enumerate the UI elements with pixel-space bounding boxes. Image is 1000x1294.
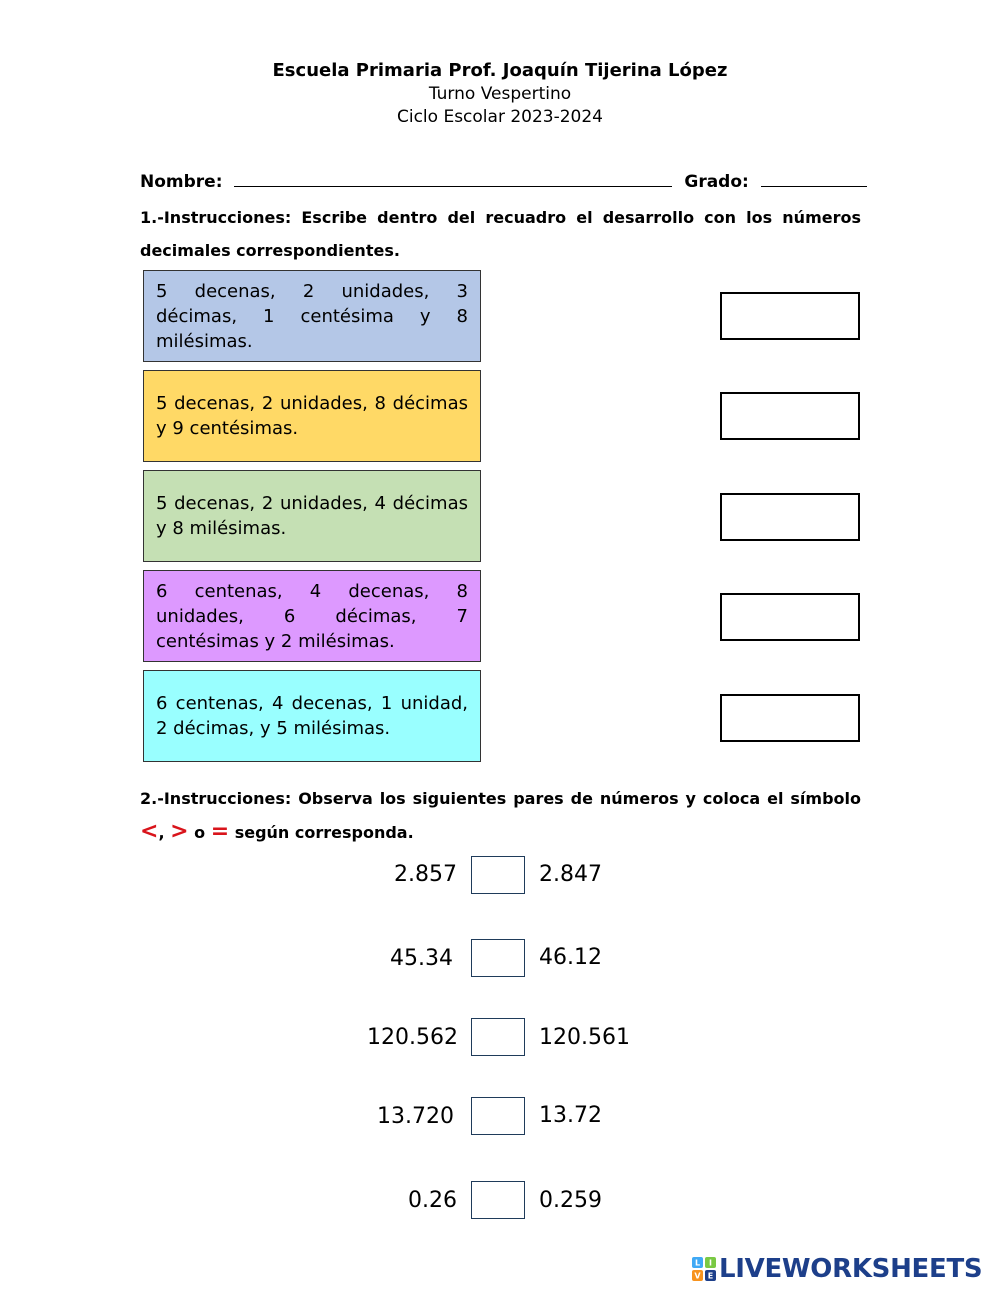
grade-label: Grado:	[684, 172, 749, 192]
pair-2-right: 46.12	[539, 945, 602, 970]
section2-instructions-suffix: según corresponda.	[234, 823, 414, 842]
pair-3-right: 120.561	[539, 1025, 630, 1050]
section2-instructions	[140, 782, 861, 849]
pair-4-right: 13.72	[539, 1103, 602, 1128]
section2-instructions-prefix: 2.-Instrucciones: Observa los siguientes pares de números y coloca el símbolo	[140, 789, 861, 808]
pair-3-left: 120.562	[367, 1025, 458, 1050]
greater-than-symbol: >	[170, 819, 189, 844]
school-cycle: Ciclo Escolar 2023-2024	[396, 107, 603, 127]
grade-field[interactable]	[761, 169, 867, 187]
description-text: 5 decenas, 2 unidades, 3 décimas, 1 centésima y 8 milésimas.	[156, 280, 468, 352]
student-info-row	[140, 169, 867, 192]
description-text: 5 decenas, 2 unidades, 8 décimas y 9 centésimas.	[156, 393, 468, 439]
section1-instructions: 1.-Instrucciones: Escribe dentro del recuadro el desarrollo con los números decimales correspondientes.	[140, 208, 861, 260]
liveworksheets-grid-icon	[692, 1257, 716, 1281]
description-box-4	[143, 570, 481, 662]
description-text: 6 centenas, 4 decenas, 1 unidad, 2 décimas, y 5 milésimas.	[156, 693, 468, 739]
compare-box-1[interactable]	[471, 856, 525, 894]
description-text: 6 centenas, 4 decenas, 8 unidades, 6 décimas, 7 centésimas y 2 milésimas.	[156, 580, 468, 652]
description-text: 5 decenas, 2 unidades, 4 décimas y 8 milésimas.	[156, 493, 468, 539]
school-name: Escuela Primaria Prof. Joaquín Tijerina López	[272, 60, 728, 81]
pair-1-right: 2.847	[539, 862, 602, 887]
compare-box-3[interactable]	[471, 1018, 525, 1056]
name-field[interactable]	[234, 169, 672, 187]
name-label: Nombre:	[140, 172, 223, 192]
answer-box-5[interactable]	[720, 694, 860, 742]
svg-text:L: L	[694, 1258, 701, 1268]
less-than-symbol: <	[140, 819, 159, 844]
description-box-3	[143, 470, 481, 562]
liveworksheets-logo	[692, 1254, 982, 1284]
equals-symbol: =	[210, 819, 230, 844]
compare-box-5[interactable]	[471, 1181, 525, 1219]
svg-text:E: E	[707, 1271, 714, 1281]
answer-box-2[interactable]	[720, 392, 860, 440]
description-box-2	[143, 370, 481, 462]
answer-box-4[interactable]	[720, 593, 860, 641]
answer-box-3[interactable]	[720, 493, 860, 541]
svg-text:I: I	[709, 1258, 712, 1268]
pair-5-left: 0.26	[408, 1188, 457, 1213]
or-word: o	[194, 823, 206, 842]
pair-1-left: 2.857	[394, 862, 457, 887]
pair-5-right: 0.259	[539, 1188, 602, 1213]
svg-text:V: V	[694, 1271, 701, 1281]
compare-box-2[interactable]	[471, 939, 525, 977]
school-shift: Turno Vespertino	[428, 84, 572, 104]
description-box-5	[143, 670, 481, 762]
pair-2-left: 45.34	[390, 946, 453, 971]
answer-box-1[interactable]	[720, 292, 860, 340]
comma: ,	[158, 823, 165, 842]
description-box-1	[143, 270, 481, 362]
compare-box-4[interactable]	[471, 1097, 525, 1135]
pair-4-left: 13.720	[377, 1104, 454, 1129]
liveworksheets-wordmark: LIVEWORKSHEETS	[719, 1254, 983, 1284]
